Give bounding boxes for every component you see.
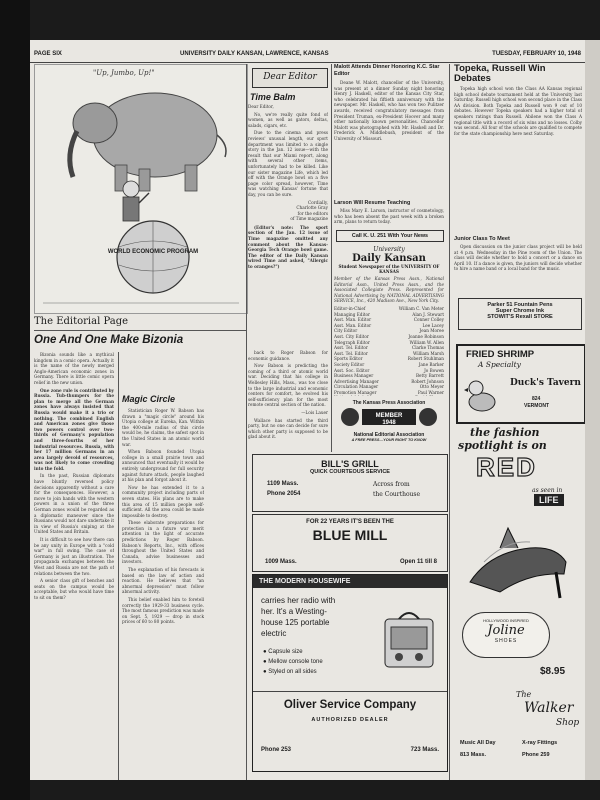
blue-mill-address: 1009 Mass.: [265, 559, 297, 565]
kpa-member-label: MEMBER: [375, 413, 403, 419]
letter-paragraph: No, we're really quite fond of women, as well as gators, deltas, salads, cigars, etc.: [248, 111, 328, 128]
housewife-line: electric: [261, 629, 287, 638]
larson-paragraph: Miss Mary E. Larson, instructor of cosmetology, who has been absent the past week with a broken arm, plans to return today.: [334, 208, 444, 225]
housewife-line: house 125 portable: [261, 618, 330, 627]
magic-paragraph: The explanation of his forecasts is based on the law of action and reaction. He believes that "an abnormal depression" must follow abnormal activity.: [122, 567, 204, 595]
dear-editor-banner: [252, 68, 328, 88]
bills-grill-location: Across from: [373, 481, 410, 488]
staff-name: Jean Moree: [419, 328, 444, 334]
walker-shop: Shop: [556, 718, 580, 728]
lead-paragraph: A senior class gift of benches and seats on the campus would be acceptable, but who would have time to sit on them?: [34, 578, 114, 600]
bullet-icon: ●: [263, 659, 267, 665]
lead-editorial-headline: One And One Make Bizonia: [34, 334, 184, 346]
continuation-paragraph: Wallace has started the third party, but no one can decide for sure which other party is supposed to be glad about it.: [248, 417, 328, 440]
editorial-cartoon: [34, 64, 248, 314]
page-header: [30, 48, 585, 63]
masthead-line: UNIVERSITY DAILY KANSAN, LAWRENCE, KANSAS: [180, 51, 329, 57]
life-logo: LIFE: [534, 494, 564, 506]
newspaper-page: [30, 40, 585, 780]
radio-icon: [381, 605, 437, 671]
masthead-paper-name: Daily Kansan: [352, 253, 426, 264]
lead-paragraph: In the past, Russian diplomats have bluntly reversed policy decisions apparently without a care for the consequences. However, a move to join hands with the western powers in a union of the three German zones would be regarded as a diplomatic maneuver since the Russians would not dare undertake it in view of Russia's sniping at the United States and Britain.: [34, 473, 114, 535]
bullet-icon: ●: [263, 649, 267, 655]
shrimp-address-street: VERMONT: [524, 403, 549, 409]
staff-role: City Editor: [334, 328, 358, 334]
editorial-page-title: The Editorial Page: [34, 316, 129, 327]
parker-pen-ad: [458, 298, 582, 330]
shrimp-headline: FRIED SHRIMP: [466, 349, 535, 360]
staff-name: Jane Barker: [418, 361, 444, 367]
bills-grill-address: 1109 Mass.: [267, 481, 299, 487]
shrimp-address-number: 824: [532, 396, 541, 402]
staff-role: Society Editor: [334, 361, 365, 367]
fried-shrimp-ad: [456, 344, 585, 424]
feature-text: Mellow console tone: [268, 659, 323, 665]
staff-role: Telegraph Editor: [334, 339, 370, 345]
walker-xray: X-ray Fittings: [522, 740, 558, 746]
magic-paragraph: These elaborate preparations for protection in a future war merit attention in the light of accurate predictions by Roger Babson. Babson's Reports, Inc., with offices throughout the United States and Canada, advise businesses and investors.: [122, 520, 204, 565]
next-page-edge: [585, 40, 600, 780]
staff-name: Clarke Thomas: [411, 345, 444, 351]
letter-signer-title: for the editors: [297, 210, 328, 216]
magic-paragraph: Now he has extended it to a community project including parts of seven states. His plans are to make this area of 15 million people self-sufficient. All the area could be made impossible to destroy.: [122, 484, 204, 518]
fashion-line: the fashion: [470, 426, 540, 439]
letter-signer: Charlotte Gray: [296, 205, 328, 211]
continuation-signature: —Lois Lauer: [301, 409, 328, 415]
staff-role: Editor-in-Chief: [334, 305, 366, 311]
walker-the: The: [516, 690, 532, 699]
magic-circle-headline: Magic Circle: [122, 394, 176, 404]
kpa-title: The Kansas Press Association: [352, 400, 426, 406]
staff-name: Conner Colley: [413, 317, 444, 323]
oliver-dealer: AUTHORIZED DEALER: [311, 717, 389, 723]
staff-name: Robert Johnson: [411, 378, 444, 384]
magic-paragraph: This belief enabled him to foretell correctly the 1929-33 business cycle. The most famous prediction was made on Sept. 5, 1929 — drop in stock prices of 60 to 80 points.: [122, 597, 204, 625]
bills-grill-ad: [252, 454, 448, 512]
masthead-membership: Member of the Kansas Press Assn., National Editorial Assn., United Press Assn., and the Associated Collegiate Press. Represented for National Advertising by NATIONAL ADVERTISING SERVICE, Inc., 420 Madison Ave., New York City.: [334, 276, 444, 304]
free-press-slogan: A FREE PRESS—YOUR RIGHT TO KNOW: [351, 438, 427, 442]
nea-title: National Editorial Association: [353, 432, 425, 438]
continuation-paragraph: Now Babson is predicting the coming of a third or atomic world war. Deciding that his college in Wellesley Hills, Mass., was too close to the large industrial and economic centers for comfort, he evolved his self-sufficiency plan for the most remote central section of the nation.: [248, 363, 328, 408]
masthead-university: University: [373, 246, 405, 253]
blue-mill-hours: Open 11 till 8: [399, 559, 437, 565]
housewife-line: her. It's a Westing-: [261, 607, 327, 616]
walker-address: 813 Mass.: [460, 752, 486, 758]
letter-paragraph: Due to the cinema and press reviews' unusual length, our sport department was limited to a single story in the Jan. 12 issue—with the result that our Miami report, along with several other items, unfortunately had to be killed. Like our sister magazine Life, which led off with the Orange bowl on a five page color spread, however, Time was watching Kansas' fortune that day, you can be sure.: [248, 130, 328, 197]
housewife-copy: [261, 595, 335, 639]
walker-shop-ad: [454, 426, 584, 776]
staff-name: Otto Meyer: [419, 384, 444, 390]
fashion-line: spotlight is on: [458, 439, 547, 452]
debate-text: [454, 86, 582, 234]
blue-mill-ad: [252, 514, 448, 572]
letter-text: [248, 104, 328, 346]
masthead-subtitle: Student Newspaper of the UNIVERSITY OF KANSAS: [338, 264, 440, 274]
debate-paragraph: Topeka high school won the Class AA Kansas regional high school debate tournament held at the University last Saturday. Russell high school won second place in the Class AA division. Both Topeka and Russell won 9 out of 10 debates. However Topeka speakers had a higher total of speakers ratings than Russell. Abilene won the Class A regional title with a record of six wins and no losses. Colby was second. All four of the schools are qualified to compete for the state championship here next Saturday.: [454, 86, 582, 136]
press-association-badge: [336, 400, 442, 452]
housewife-title: THE MODERN HOUSEWIFE: [253, 575, 447, 588]
letter-salutation: Dear Editor,: [248, 104, 274, 109]
junior-class-text: [454, 244, 582, 294]
feature-text: Styled on all sides: [268, 669, 317, 675]
housewife-line: carries her radio with: [261, 596, 336, 605]
housewife-features: [263, 647, 323, 677]
kpa-emblem: [336, 406, 442, 428]
magic-paragraph: When Babson founded Utopia college in a small prairie town and announced that eventually it would be entirely underground for full security against future attack, people laughed at his plan and forgot about it.: [122, 449, 204, 483]
bills-grill-location: the Courthouse: [373, 491, 421, 498]
letter-signer-title: of Time magazine: [290, 216, 328, 222]
shrimp-tavern-name: Duck's Tavern: [510, 378, 581, 388]
staff-name: Lee Lacey: [422, 322, 444, 328]
letter-closing: Cordially,: [307, 199, 328, 205]
walker-phone: Phone 259: [522, 752, 550, 758]
staff-name: Betty Barrett: [415, 373, 444, 379]
walker-music: Music All Day: [460, 740, 496, 746]
bullet-icon: ●: [263, 669, 267, 675]
binder-edge: [0, 0, 30, 800]
staff-role: Asst. Tel. Editor: [334, 350, 368, 356]
staff-role: Promotion Manager: [334, 389, 377, 395]
blue-mill-years: FOR 22 YEARS IT'S BEEN THE: [306, 519, 394, 525]
staff-role: Asst. Tel. Editor: [334, 345, 368, 351]
joline-tagline: HOLLYWOOD INSPIRED: [483, 618, 529, 623]
staff-list: [334, 306, 444, 396]
lead-paragraph: One zone rule is contributed by Russia. Tub-thumpers for the plan to merge all the German zones have always insisted that Russia would make it a trio or nothing. The combined English and American zones give those two powers control over two-thirds of Germany's population and three-fourths of her industrial resources. Russia, with her 17 million Germans in an area largely devoid of resources, was not likely to come crowding into the fold.: [34, 387, 114, 471]
parker-store: STOWIT'S Rexall STORE: [487, 314, 553, 320]
oliver-address: 723 Mass.: [410, 747, 439, 753]
junior-class-paragraph: Open discussion on the junior class project will be held at 4 p.m. Wednesday in the Pine room of the Union. The class will decide whether to hold a concert or a dance on April 10. If a dance is given, the juniors will decide whether to hire a name band or a local band for the music.: [454, 244, 582, 272]
staff-role: [334, 395, 377, 396]
staff-row: [334, 395, 444, 396]
staff-name: [415, 395, 444, 396]
cartoon-caption: "Up, Jumbo, Up!": [93, 69, 155, 77]
staff-role: Asst. Man. Editor: [334, 322, 372, 328]
staff-name: William W. Allen: [409, 339, 444, 345]
walker-name: Walker: [524, 700, 574, 716]
bills-grill-tagline: QUICK COURTEOUS SERVICE: [310, 469, 390, 475]
oliver-company-name: Oliver Service Company: [283, 699, 417, 711]
malott-text: [334, 80, 444, 198]
larson-headline: Larson Will Resume Teaching: [334, 200, 411, 206]
staff-name: Jo Bowen: [424, 367, 444, 373]
lead-paragraph: It is difficult to see how there can be any unity in Europe with a "cold war" in full swing. The case of Germany is just an illustration. The propaganda exchanges between the West and Russia are not the path of relations between the two.: [34, 537, 114, 576]
lead-paragraph: Bizonia sounds like a mythical kingdom in a comic opera. Actually it is the name of the newly merged Anglo-American economic zones in Germany. There is little comic opera relief in the new union.: [34, 352, 114, 385]
oliver-phone: Phone 253: [261, 747, 292, 753]
staff-name: Alan J. Stewart: [412, 311, 444, 317]
fashion-as-seen: as seen in: [532, 487, 563, 494]
bills-grill-name: BILL'S GRILL: [321, 459, 379, 469]
parker-line: Super Chrome Ink: [495, 308, 545, 314]
staff-role: Managing Editor: [334, 311, 370, 317]
issue-date: TUESDAY, FEBRUARY 10, 1948: [492, 51, 581, 57]
magic-circle-text: [122, 408, 204, 780]
call-news-ad: Call K. U. 251 With Your News: [336, 230, 444, 242]
parker-line: Parker 51 Fountain Pens: [487, 302, 553, 308]
blue-mill-name: BLUE MILL: [312, 527, 388, 543]
continuation-paragraph: back to Roger Babson for economic guidance.: [248, 350, 328, 361]
kpa-year: 1948: [382, 420, 396, 426]
staff-role: Sports Editor: [334, 356, 363, 362]
larson-text: [334, 208, 444, 228]
debate-headline: Topeka, Russell Win Debates: [454, 63, 546, 84]
dear-editor-text: Dear Editor: [263, 72, 317, 82]
staff-role: Advertising Manager: [334, 378, 379, 384]
staff-role: Business Manager: [334, 373, 374, 379]
editor-note: (Editor's note: The sport section of the Jan. 12 issue of Time magazine omitted any comment about the Kansas-Georgia Tech Orange bowl game. The editor of the Daily Kansan wired Time and asked, "Allergic to oranges?"): [248, 224, 328, 270]
kansan-masthead-box: [334, 246, 444, 396]
magic-paragraph: Statistician Roger W. Babson has drawn a "magic circle" around his Utopia college at Eureka, Kan. Within the 400-mile radius of this circle would be, he claims, the safest spot in the United States in an atomic world war.: [122, 408, 204, 447]
letter-headline: Time Balm: [250, 92, 296, 102]
malott-paragraph: Deane W. Malott, chancellor of the University, was present at a dinner Sunday night honoring Henry J. Haskell, editor of the Kansas City Star, who celebrated his fiftieth anniversary with the newspaper. Mr. Haskell, who has won two Pulitzer awards, received congratulatory messages from President Truman, ex-President Hoover and many other nationally known personalities. Chancellor Malott was photographed with Mr. Haskell and Dr. Frederick A. Middlebush, president of the University of Missouri.: [334, 80, 444, 141]
shoe-illustration: [460, 512, 576, 606]
feature-text: Capsule size: [268, 649, 303, 655]
staff-name: Robert Stuhlman: [407, 356, 444, 362]
bills-grill-phone: Phone 2054: [267, 491, 301, 497]
staff-name: Joanne Robinson: [408, 333, 444, 339]
joline-oval: [462, 612, 550, 658]
westinghouse-radio-ad: [252, 574, 448, 772]
staff-name: William C. Van Meter: [398, 305, 444, 311]
staff-role: Circulation Manager: [334, 384, 379, 390]
elephant-illustration: [35, 65, 247, 313]
joline-shoes: SHOES: [494, 638, 518, 644]
shrimp-specialty: A Specialty: [478, 360, 521, 369]
duck-icon: [464, 376, 498, 414]
joline-brand: Joline: [487, 623, 525, 638]
junior-class-headline: Junior Class To Meet: [454, 236, 510, 242]
staff-role: Asst. Soc. Editor: [334, 367, 370, 373]
staff-role: Asst. Man. Editor: [334, 317, 372, 323]
shoe-price: $8.95: [540, 666, 566, 677]
lead-editorial-text: [34, 352, 114, 780]
fashion-red: RED: [476, 452, 537, 482]
page-number: PAGE SIX: [34, 51, 62, 57]
staff-role: Asst. City Editor: [334, 333, 369, 339]
staff-name: William Marsh: [412, 350, 444, 356]
malott-headline: Malott Attends Dinner Honoring K.C. Star Editor: [334, 64, 440, 77]
cartoon-ball-label: WORLD ECONOMIC PROGRAM: [107, 249, 199, 255]
staff-name: Paul Warner: [417, 389, 444, 395]
